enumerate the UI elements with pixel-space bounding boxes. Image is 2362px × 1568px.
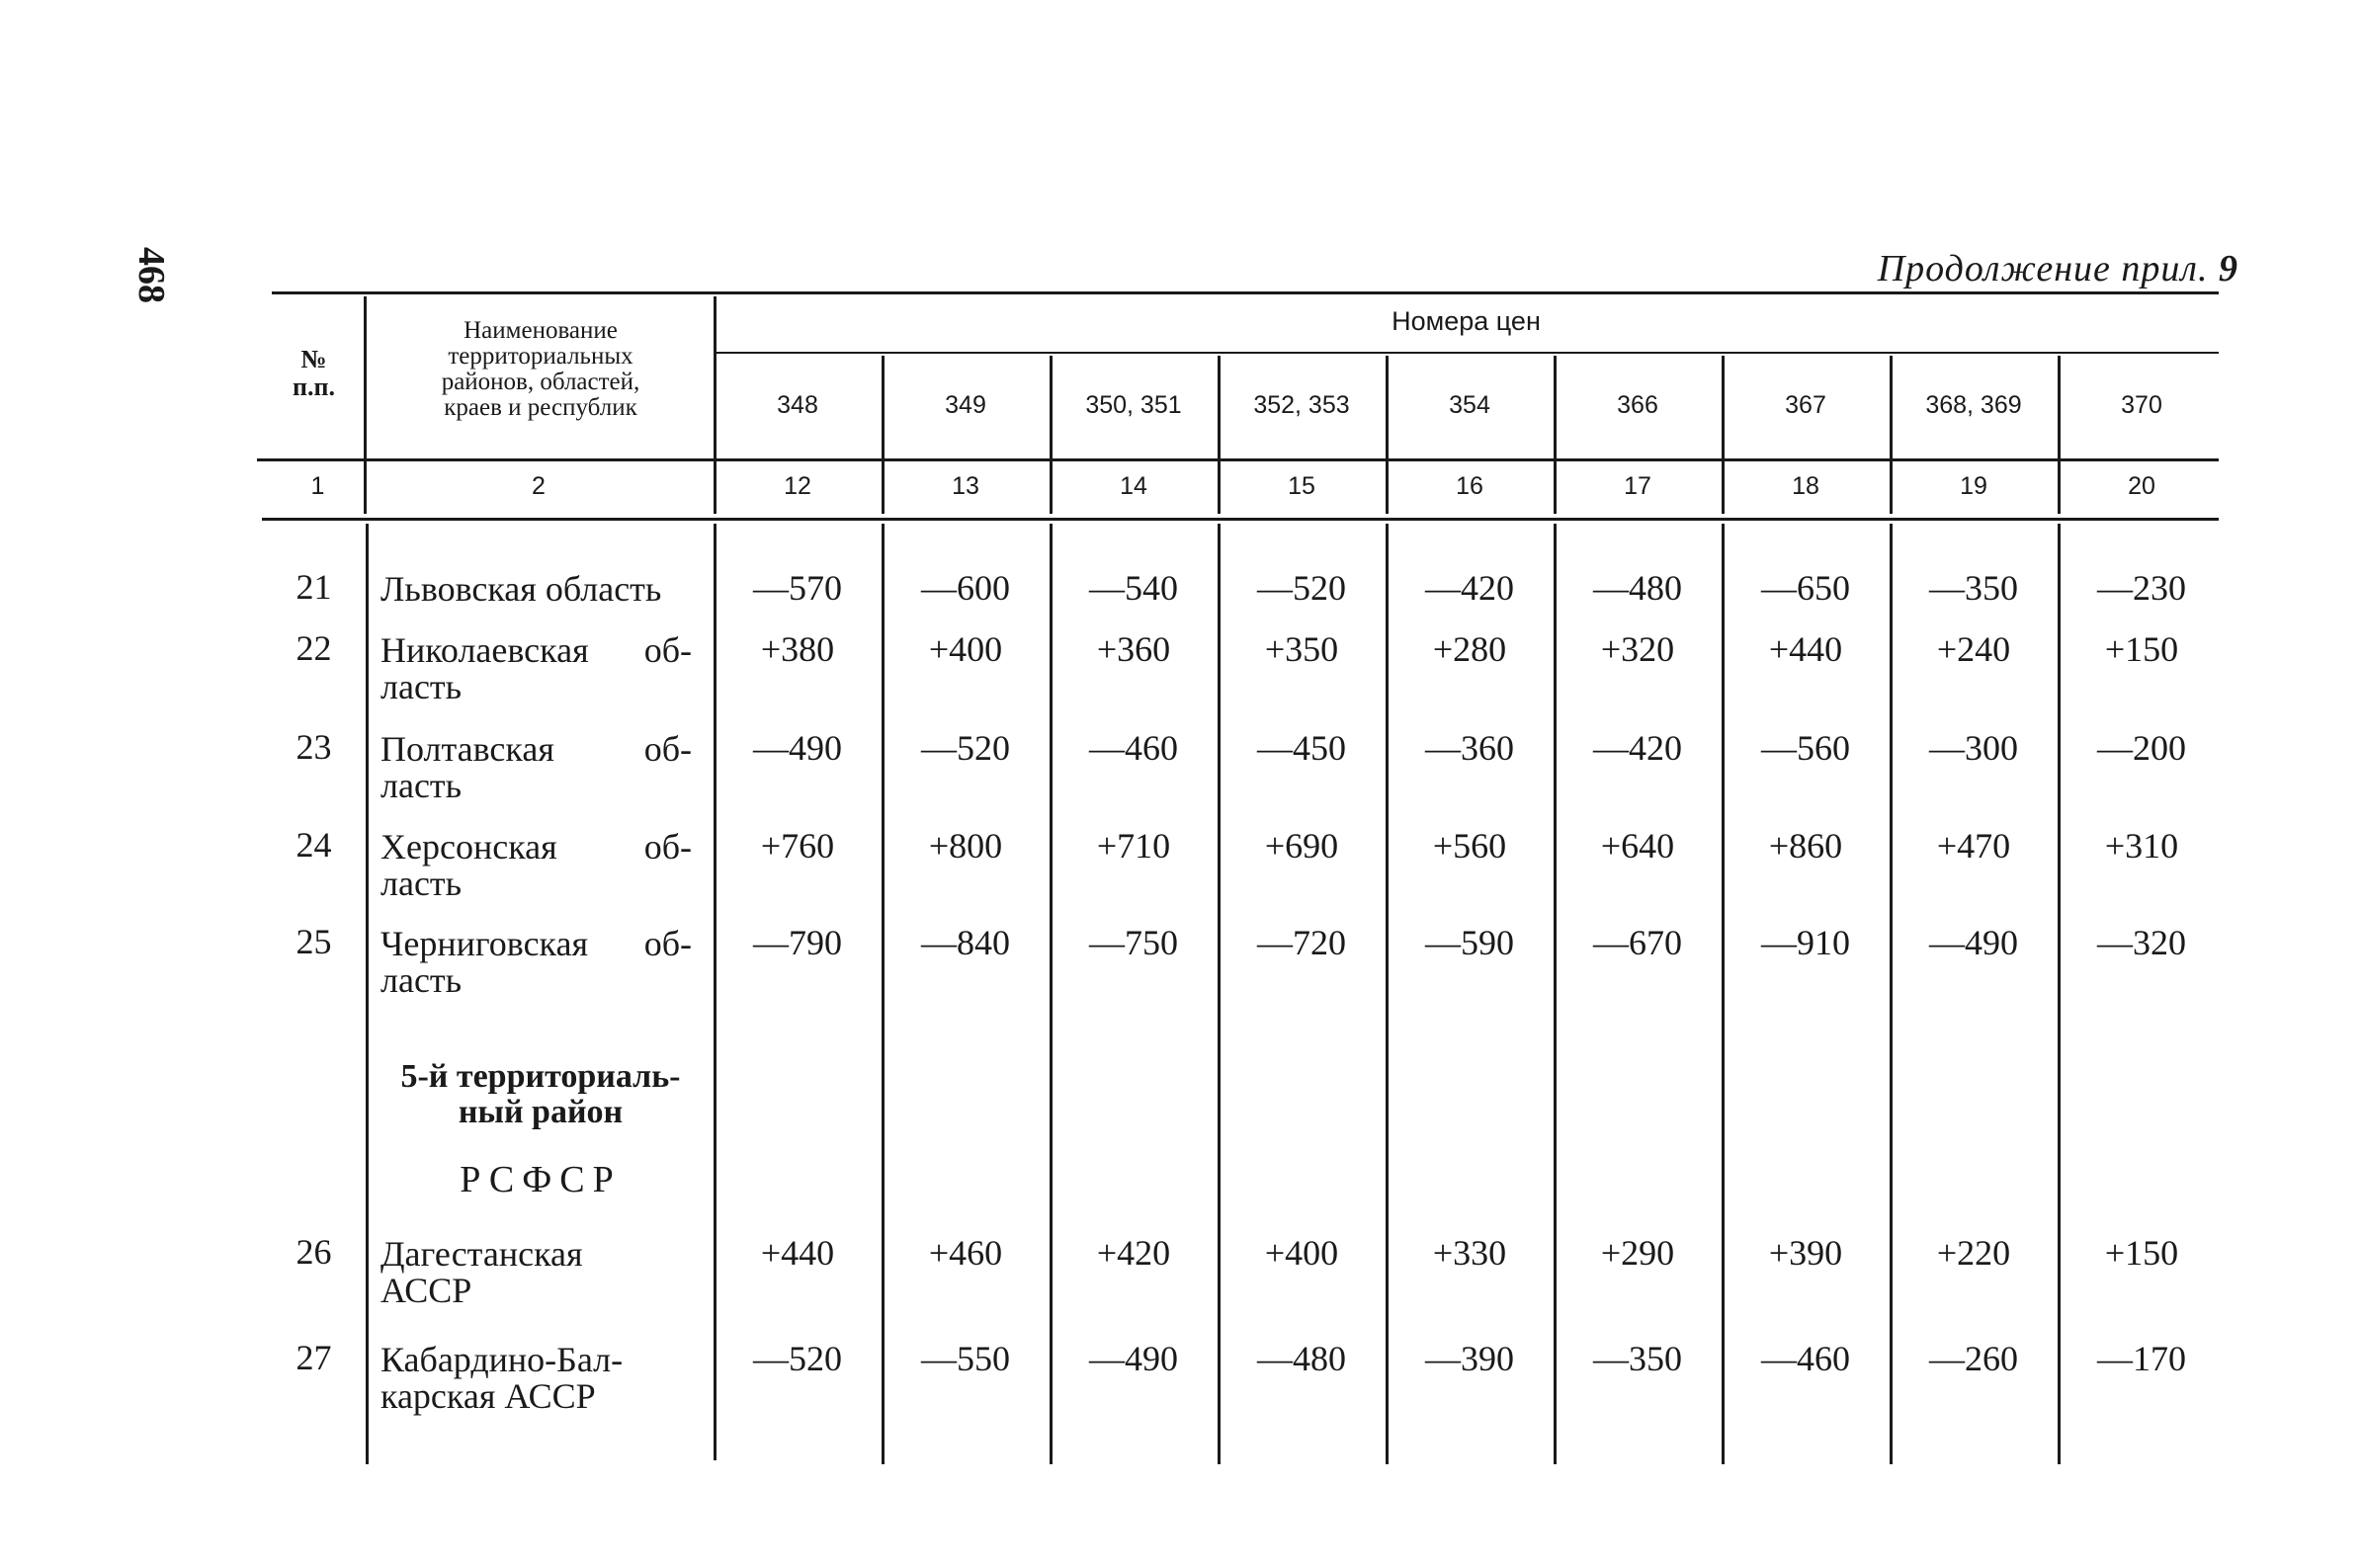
row-name-line <box>380 829 692 866</box>
price-adjustment-value: —460 <box>1089 728 1178 768</box>
price-adjustment-value: —390 <box>1425 1339 1514 1378</box>
table-rule <box>272 291 2219 294</box>
price-adjustment-value: —560 <box>1761 728 1850 768</box>
price-adjustment-value: —230 <box>2097 568 2186 608</box>
header-price-code: 370 <box>2121 391 2162 419</box>
header-column-number: 16 <box>1456 472 1483 500</box>
price-adjustment-value: —790 <box>753 923 842 962</box>
appendix-number: 9 <box>2219 248 2238 289</box>
row-name-line: ласть <box>380 864 463 903</box>
row-number: 26 <box>295 1232 332 1272</box>
row-name-line: Дагестанская <box>380 1234 583 1274</box>
header-column-number: 2 <box>532 472 546 500</box>
header-column-number: 18 <box>1792 472 1819 500</box>
price-adjustment-value: +640 <box>1600 826 1675 866</box>
price-adjustment-value: —320 <box>2097 923 2186 962</box>
price-adjustment-value: —170 <box>2097 1339 2186 1378</box>
price-adjustment-value: +320 <box>1600 629 1675 669</box>
price-adjustment-value: +470 <box>1936 826 2011 866</box>
header-name-label-line: территориальных <box>448 343 633 370</box>
header-price-code: 367 <box>1785 391 1826 419</box>
header-column-number: 19 <box>1960 472 1987 500</box>
row-name-line: Кабардино-Бал- <box>380 1340 624 1379</box>
price-adjustment-value: —350 <box>1593 1339 1682 1378</box>
row-name <box>380 632 692 705</box>
row-name-line: ласть <box>380 667 463 706</box>
price-adjustment-value: +290 <box>1600 1233 1675 1273</box>
continuation-caption <box>1878 247 2238 290</box>
row-name-part: Полтавская <box>380 729 554 769</box>
price-adjustment-value: +560 <box>1432 826 1507 866</box>
header-column-number: 1 <box>310 472 325 500</box>
price-adjustment-value: —460 <box>1761 1339 1850 1378</box>
continuation-text: Продолжение прил. <box>1877 248 2209 289</box>
row-name-line <box>380 632 692 669</box>
price-adjustment-value: —720 <box>1257 923 1346 962</box>
row-name <box>380 731 692 804</box>
row-name-line: АССР <box>380 1271 472 1310</box>
row-name-part: об- <box>643 630 692 670</box>
price-adjustment-value: +330 <box>1432 1233 1507 1273</box>
header-column-number: 17 <box>1624 472 1651 500</box>
price-adjustment-value: +690 <box>1264 826 1339 866</box>
price-adjustment-value: —840 <box>921 923 1010 962</box>
row-number: 21 <box>295 567 332 607</box>
price-adjustment-value: —490 <box>1089 1339 1178 1378</box>
price-adjustment-value: —520 <box>1257 568 1346 608</box>
price-adjustment-value: +150 <box>2104 629 2179 669</box>
page-number: 468 <box>130 247 172 303</box>
price-adjustment-value: —650 <box>1761 568 1850 608</box>
price-adjustment-value: +860 <box>1768 826 1843 866</box>
row-name <box>380 926 692 999</box>
price-adjustment-value: +360 <box>1096 629 1171 669</box>
price-adjustment-value: —480 <box>1593 568 1682 608</box>
price-adjustment-value: +310 <box>2104 826 2179 866</box>
row-name <box>380 571 692 608</box>
price-adjustment-value: —550 <box>921 1339 1010 1378</box>
row-number: 27 <box>295 1338 332 1377</box>
price-adjustment-value: —200 <box>2097 728 2186 768</box>
header-name-label-line: Наименование <box>464 317 618 344</box>
header-prices-label: Номера цен <box>1392 306 1541 336</box>
header-price-code: 352, 353 <box>1253 391 1350 419</box>
header-column-number: 15 <box>1288 472 1315 500</box>
row-name-line: карская АССР <box>380 1376 596 1416</box>
price-adjustment-value: +760 <box>760 826 835 866</box>
table-rule <box>257 458 2219 461</box>
row-name-line <box>380 926 692 962</box>
header-number-label-line: п.п. <box>293 372 335 401</box>
section-subtitle: РСФСР <box>460 1159 622 1200</box>
price-adjustment-value: +440 <box>760 1233 835 1273</box>
header-column-number: 12 <box>784 472 811 500</box>
header-price-code: 368, 369 <box>1925 391 2022 419</box>
price-adjustment-value: —300 <box>1929 728 2018 768</box>
price-adjustment-value: +420 <box>1096 1233 1171 1273</box>
header-price-code: 348 <box>777 391 818 419</box>
header-number-label-line: № <box>300 345 327 373</box>
price-adjustment-value: +710 <box>1096 826 1171 866</box>
row-name-part: об- <box>643 729 692 769</box>
price-adjustment-value: —910 <box>1761 923 1850 962</box>
price-adjustment-value: +400 <box>1264 1233 1339 1273</box>
row-name-line <box>380 731 692 768</box>
row-name-part: об- <box>643 827 692 867</box>
price-adjustment-value: +150 <box>2104 1233 2179 1273</box>
table-rule <box>262 518 2219 521</box>
price-adjustment-value: —520 <box>753 1339 842 1378</box>
header-price-code: 366 <box>1617 391 1658 419</box>
header-column-number: 20 <box>2128 472 2155 500</box>
price-adjustment-value: —570 <box>753 568 842 608</box>
price-adjustment-value: —480 <box>1257 1339 1346 1378</box>
price-adjustment-value: +390 <box>1768 1233 1843 1273</box>
price-adjustment-value: +440 <box>1768 629 1843 669</box>
price-adjustment-value: —520 <box>921 728 1010 768</box>
header-name-label-line: краев и республик <box>444 394 637 421</box>
price-adjustment-value: —450 <box>1257 728 1346 768</box>
price-adjustment-value: +400 <box>928 629 1003 669</box>
price-adjustment-value: —600 <box>921 568 1010 608</box>
row-name-part: об- <box>643 924 692 963</box>
table-rule <box>714 352 2219 354</box>
price-adjustment-value: +460 <box>928 1233 1003 1273</box>
price-adjustment-value: —670 <box>1593 923 1682 962</box>
section-title-line: 5-й территориаль- <box>400 1058 681 1095</box>
price-adjustment-value: —590 <box>1425 923 1514 962</box>
price-adjustment-value: —490 <box>753 728 842 768</box>
price-adjustment-value: —750 <box>1089 923 1178 962</box>
row-name <box>380 1342 692 1415</box>
row-number: 23 <box>295 727 332 767</box>
row-number: 24 <box>295 825 332 865</box>
row-name-line: ласть <box>380 766 463 805</box>
price-adjustment-value: +240 <box>1936 629 2011 669</box>
price-adjustment-value: +380 <box>760 629 835 669</box>
column-rule <box>366 524 369 1464</box>
header-price-code: 354 <box>1449 391 1490 419</box>
header-column-number: 14 <box>1120 472 1147 500</box>
price-adjustment-value: +800 <box>928 826 1003 866</box>
section-title-line: ный район <box>458 1094 624 1130</box>
row-name-line: Львовская область <box>380 569 662 609</box>
price-adjustment-value: —420 <box>1425 568 1514 608</box>
price-adjustment-value: —420 <box>1593 728 1682 768</box>
price-adjustment-value: +280 <box>1432 629 1507 669</box>
header-price-code: 350, 351 <box>1085 391 1182 419</box>
row-name-part: Николаевская <box>380 630 589 670</box>
row-name <box>380 829 692 902</box>
header-number-label <box>272 346 356 401</box>
price-adjustment-value: —490 <box>1929 923 2018 962</box>
header-name-label-line: районов, областей, <box>441 369 640 395</box>
row-number: 25 <box>295 922 332 961</box>
row-name <box>380 1236 692 1309</box>
section-title <box>368 1059 714 1130</box>
price-adjustment-value: +350 <box>1264 629 1339 669</box>
price-adjustment-value: —350 <box>1929 568 2018 608</box>
price-adjustment-value: —540 <box>1089 568 1178 608</box>
price-adjustment-value: +220 <box>1936 1233 2011 1273</box>
price-adjustment-value: —360 <box>1425 728 1514 768</box>
header-column-number: 13 <box>952 472 979 500</box>
price-adjustment-value: —260 <box>1929 1339 2018 1378</box>
row-number: 22 <box>295 628 332 668</box>
row-name-part: Черниговская <box>380 924 589 963</box>
row-name-part: Херсонская <box>380 827 557 867</box>
row-name-line: ласть <box>380 960 463 1000</box>
header-price-code: 349 <box>945 391 986 419</box>
header-name-label <box>368 318 714 421</box>
